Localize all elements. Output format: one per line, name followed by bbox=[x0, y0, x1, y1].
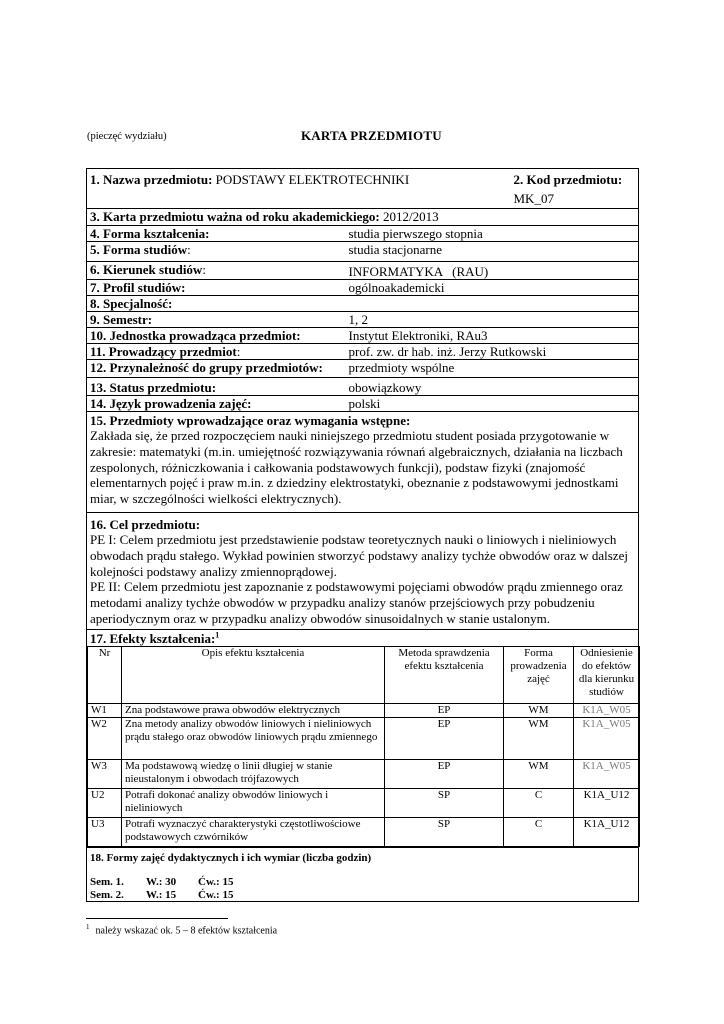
effect-nr: U3 bbox=[88, 818, 122, 847]
class-hours-label: 18. Formy zajęć dydaktycznych i ich wymiar (liczba godzin) bbox=[90, 852, 372, 864]
form-education-value: studia pierwszego stopnia bbox=[343, 226, 639, 242]
course-code-label: 2. Kod przedmiotu: bbox=[513, 172, 623, 187]
effect-method: EP bbox=[385, 718, 504, 760]
effect-nr: W2 bbox=[88, 718, 122, 760]
effects-header-row bbox=[88, 647, 640, 704]
unit-value: Instytut Elektroniki, RAu3 bbox=[343, 328, 639, 344]
prerequisites-label: 15. Przedmioty wprowadzające oraz wymagania wstępne: bbox=[90, 413, 411, 428]
effect-ref: K1A_W05 bbox=[574, 760, 640, 789]
course-card-table bbox=[86, 168, 639, 902]
sem1-lectures: W.: 30 bbox=[146, 876, 177, 888]
direction-label: 6. Kierunek studiów bbox=[90, 262, 203, 277]
semester-1-hours bbox=[90, 876, 635, 889]
language-label: 14. Język prowadzenia zajęć: bbox=[87, 396, 343, 412]
valid-year-value: 2012/2013 bbox=[382, 209, 439, 224]
effect-method: EP bbox=[385, 760, 504, 789]
effect-method: EP bbox=[385, 704, 504, 718]
effect-form: WM bbox=[504, 704, 574, 718]
sem2-label: Sem. 2. bbox=[90, 888, 124, 901]
sem2-lectures: W.: 15 bbox=[146, 888, 177, 901]
footnote-number: 1 bbox=[86, 923, 90, 931]
sem2-exercises: Ćw.: 15 bbox=[198, 888, 234, 901]
effect-desc: Zna podstawowe prawa obwodów elektrycznych bbox=[122, 704, 385, 718]
row-specialty bbox=[87, 296, 639, 312]
effect-form: C bbox=[504, 789, 574, 818]
effect-form: C bbox=[504, 818, 574, 847]
row-valid-year bbox=[87, 209, 639, 226]
goal-pe1: PE I: Celem przedmiotu jest przedstawienie podstaw teoretycznych nauki o liniowych i nieliniowych obwodach prądu stałego. Wykład powinien stworzyć podstawy analizy tychże obwodów oraz w dalszej kolejności podstawy analizy zmiennoprądowej. bbox=[90, 532, 628, 579]
table-row bbox=[88, 760, 640, 789]
effect-nr: U2 bbox=[88, 789, 122, 818]
effects-header-form: Forma prowadzenia zajęć bbox=[504, 647, 574, 704]
direction-value: INFORMATYKA (RAU) bbox=[343, 262, 639, 280]
table-row bbox=[88, 818, 640, 847]
effect-desc: Potrafi dokonać analizy obwodów liniowych i nieliniowych bbox=[122, 789, 385, 818]
status-value: obowiązkowy bbox=[343, 378, 639, 396]
course-name-value: PODSTAWY ELEKTROTECHNIKI bbox=[215, 172, 410, 187]
profile-value: ogólnoakademicki bbox=[343, 280, 639, 296]
footnote-separator bbox=[86, 918, 228, 919]
effect-ref: K1A_W05 bbox=[574, 704, 640, 718]
goal-pe2: PE II: Celem przedmiotu jest zapoznanie z podstawowymi pojęciami obwodów prądu zmiennego oraz metodami analizy tychże obwodów w przypadku analizy stanów przejściowych przy pobudzeniu aperiodycznym oraz w przypadku analizy obwodów sinusoidalnych w stanie ustalonym. bbox=[90, 579, 623, 626]
table-row bbox=[88, 789, 640, 818]
row-status bbox=[87, 378, 639, 396]
row-effects-label bbox=[87, 630, 639, 647]
course-code-value: MK_07 bbox=[513, 191, 554, 206]
row-direction: 6. Kierunek studiów: INFORMATYKA (RAU) bbox=[87, 262, 639, 280]
row-form-study: 5. Forma studiów: studia stacjonarne bbox=[87, 242, 639, 262]
valid-year-label: 3. Karta przedmiotu ważna od roku akademickiego: bbox=[90, 209, 380, 224]
row-form-education bbox=[87, 226, 639, 242]
sem1-label: Sem. 1. bbox=[90, 876, 124, 888]
status-label: 13. Status przedmiotu: bbox=[87, 378, 343, 396]
document-title: KARTA PRZEDMIOTU bbox=[301, 128, 442, 143]
semester-value: 1, 2 bbox=[343, 312, 639, 328]
row-course-goal bbox=[87, 513, 639, 630]
effect-nr: W3 bbox=[88, 760, 122, 789]
goal-label: 16. Cel przedmiotu: bbox=[90, 517, 201, 532]
lecturer-value: prof. zw. dr hab. inż. Jerzy Rutkowski bbox=[343, 344, 639, 360]
prerequisites-text: Zakłada się, że przed rozpoczęciem nauki niniejszego przedmiotu student posiada przygotowanie w zakresie: matematyki (m.in. umiejętność rozwiązywania równań algebraicznych, działania na liczbach zespolonych, różniczkowania i całkowania podstawowych funkcji), podstaw fizyki (znajomość elementarnych pojęć i praw m.in. z dziedziny elektrostatyki, obeznanie z podstawowymi jednostkami miar, w szczególności wielkości elektrycznych). bbox=[90, 428, 623, 507]
row-prerequisites bbox=[87, 412, 639, 513]
effect-desc: Potrafi wyznaczyć charakterystyki częstotliwościowe podstawowych czwórników bbox=[122, 818, 385, 847]
faculty-stamp: (pieczęć wydziału) bbox=[87, 131, 167, 142]
footnote-text: należy wskazać ok. 5 – 8 efektów kształcenia bbox=[95, 925, 278, 937]
semester-label: 9. Semestr: bbox=[87, 312, 343, 328]
group-label: 12. Przynależność do grupy przedmiotów: bbox=[87, 360, 343, 378]
effect-ref: K1A_U12 bbox=[574, 818, 640, 847]
row-profile bbox=[87, 280, 639, 296]
form-study-label: 5. Forma studiów bbox=[90, 242, 188, 257]
effects-header-desc: Opis efektu kształcenia bbox=[122, 647, 385, 704]
footnote-ref: 1 bbox=[215, 630, 220, 640]
table-row bbox=[88, 704, 640, 718]
sem1-exercises: Ćw.: 15 bbox=[198, 876, 234, 888]
effect-nr: W1 bbox=[88, 704, 122, 718]
row-group bbox=[87, 360, 639, 378]
course-name-label: 1. Nazwa przedmiotu: bbox=[90, 172, 213, 187]
form-study-value: studia stacjonarne bbox=[343, 242, 639, 262]
effect-form: WM bbox=[504, 718, 574, 760]
effect-ref: K1A_W05 bbox=[574, 718, 640, 760]
effects-header-method: Metoda sprawdzenia efektu kształcenia bbox=[385, 647, 504, 704]
row-class-hours bbox=[87, 848, 639, 902]
effect-method: SP bbox=[385, 789, 504, 818]
row-course-name bbox=[87, 169, 639, 209]
semester-2-hours bbox=[90, 889, 635, 902]
effect-form: WM bbox=[504, 760, 574, 789]
form-education-label: 4. Forma kształcenia: bbox=[87, 226, 343, 242]
effects-label: 17. Efekty kształcenia: bbox=[90, 631, 216, 646]
row-language bbox=[87, 396, 639, 412]
row-semester bbox=[87, 312, 639, 328]
effects-header-nr: Nr bbox=[88, 647, 122, 704]
page-header bbox=[87, 128, 639, 148]
lecturer-label: 11. Prowadzący przedmiot bbox=[90, 344, 237, 359]
group-value: przedmioty wspólne bbox=[343, 360, 639, 378]
effect-method: SP bbox=[385, 818, 504, 847]
effect-desc: Zna metody analizy obwodów liniowych i nieliniowych prądu stałego oraz obwodów liniowych prądu zmiennego bbox=[122, 718, 385, 760]
row-unit bbox=[87, 328, 639, 344]
footnote bbox=[86, 923, 277, 936]
specialty-label: 8. Specjalność: bbox=[87, 296, 639, 312]
effects-header-ref: Odniesienie do efektów dla kierunku studiów bbox=[574, 647, 640, 704]
effect-ref: K1A_U12 bbox=[574, 789, 640, 818]
row-lecturer: 11. Prowadzący przedmiot: prof. zw. dr hab. inż. Jerzy Rutkowski bbox=[87, 344, 639, 360]
profile-label: 7. Profil studiów: bbox=[87, 280, 343, 296]
row-effects-table bbox=[87, 646, 639, 848]
effects-table bbox=[87, 646, 640, 847]
language-value: polski bbox=[343, 396, 639, 412]
table-row bbox=[88, 718, 640, 760]
unit-label: 10. Jednostka prowadząca przedmiot: bbox=[87, 328, 343, 344]
effect-desc: Ma podstawową wiedzę o linii długiej w stanie nieustalonym i obwodach trójfazowych bbox=[122, 760, 385, 789]
